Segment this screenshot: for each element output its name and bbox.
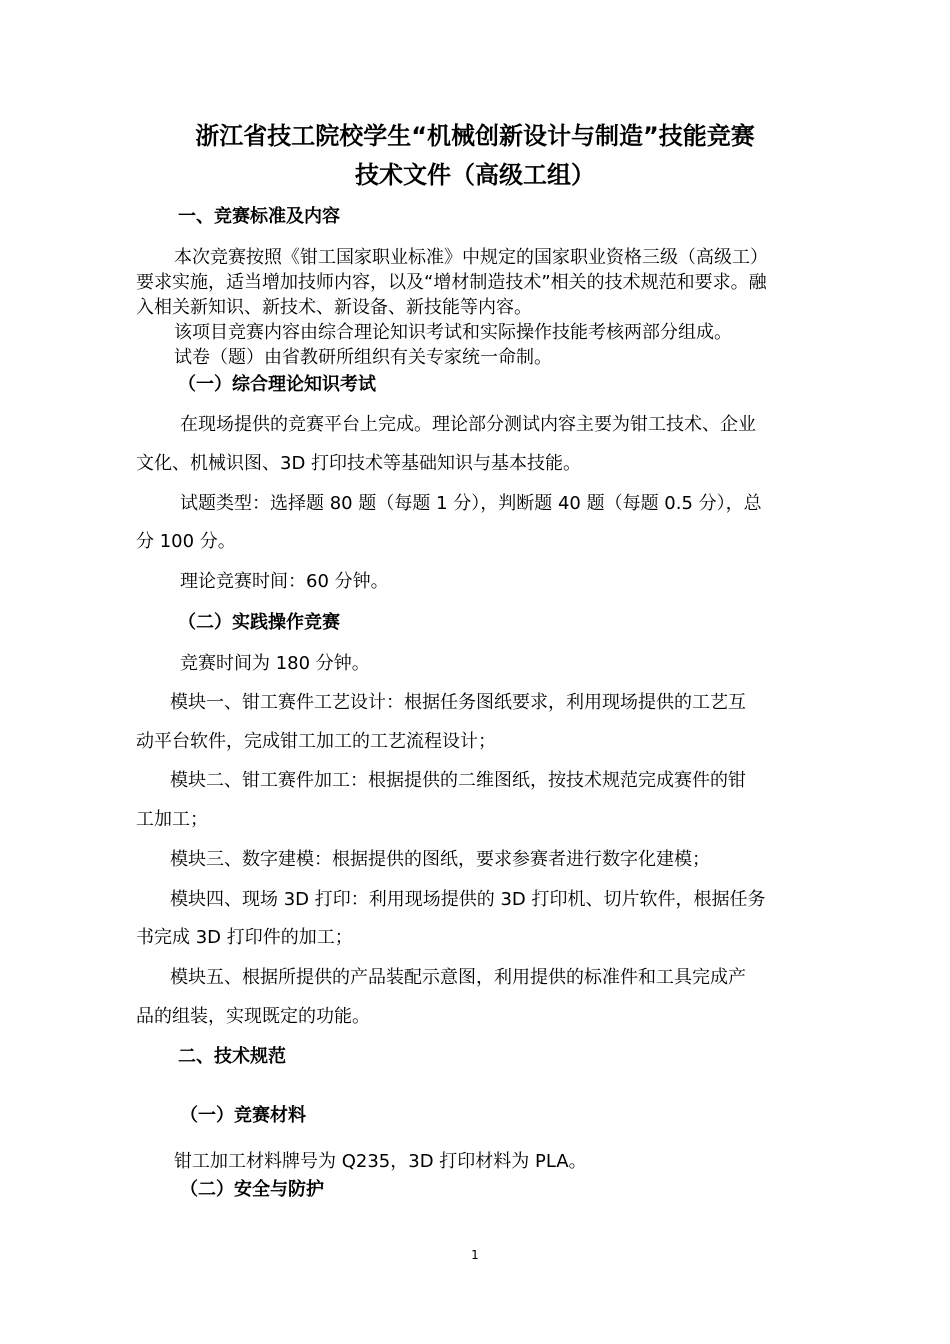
document-title-line2: 技术文件（高级工组） [355,161,595,189]
subsection-theory-heading: （一）综合理论知识考试 [178,374,376,395]
theory-p1-line1: 在现场提供的竞赛平台上完成。理论部分测试内容主要为钳工技术、企业 [180,414,756,435]
theory-p2-line1: 试题类型：选择题 80 题（每题 1 分），判断题 40 题（每题 0.5 分），总 [180,493,762,514]
section2-heading: 二、技术规范 [178,1046,286,1067]
theory-p2-line2: 分 100 分。 [136,531,236,552]
section1-para2: 该项目竞赛内容由综合理论知识考试和实际操作技能考核两部分组成。 [174,322,732,343]
section1-para1-line3: 入相关新知识、新技术、新设备、新技能等内容。 [136,297,532,318]
section1-para1-line2: 要求实施，适当增加技师内容，以及“增材制造技术”相关的技术规范和要求。融 [136,272,767,293]
document-title-line1: 浙江省技工院校学生“机械创新设计与制造”技能竞赛 [195,122,755,150]
module3-line1: 模块三、数字建模：根据提供的图纸，要求参赛者进行数字化建模； [170,849,710,870]
practice-p1: 竞赛时间为 180 分钟。 [180,653,370,674]
subsection-materials-heading: （一）竞赛材料 [180,1105,306,1126]
section1-heading: 一、竞赛标准及内容 [178,206,340,227]
module2-line1: 模块二、钳工赛件加工：根据提供的二维图纸，按技术规范完成赛件的钳 [170,770,746,791]
page-number: 1 [471,1248,479,1262]
module5-line2: 品的组装，实现既定的功能。 [136,1006,370,1027]
materials-p1: 钳工加工材料牌号为 Q235，3D 打印材料为 PLA。 [174,1151,587,1172]
section1-para1-line1: 本次竞赛按照《钳工国家职业标准》中规定的国家职业资格三级（高级工） [174,247,768,268]
subsection-practice-heading: （二）实践操作竞赛 [178,612,340,633]
subsection-safety-heading: （二）安全与防护 [180,1179,324,1200]
module1-line2: 动平台软件，完成钳工加工的工艺流程设计； [136,731,496,752]
module4-line1: 模块四、现场 3D 打印：利用现场提供的 3D 打印机、切片软件，根据任务 [170,889,766,910]
theory-p3: 理论竞赛时间：60 分钟。 [180,571,389,592]
theory-p1-line2: 文化、机械识图、3D 打印技术等基础知识与基本技能。 [136,453,582,474]
section1-para3: 试卷（题）由省教研所组织有关专家统一命制。 [174,347,552,368]
module1-line1: 模块一、钳工赛件工艺设计：根据任务图纸要求，利用现场提供的工艺互 [170,692,746,713]
module2-line2: 工加工； [136,809,208,830]
module5-line1: 模块五、根据所提供的产品装配示意图，利用提供的标准件和工具完成产 [170,967,746,988]
module4-line2: 书完成 3D 打印件的加工； [136,927,353,948]
